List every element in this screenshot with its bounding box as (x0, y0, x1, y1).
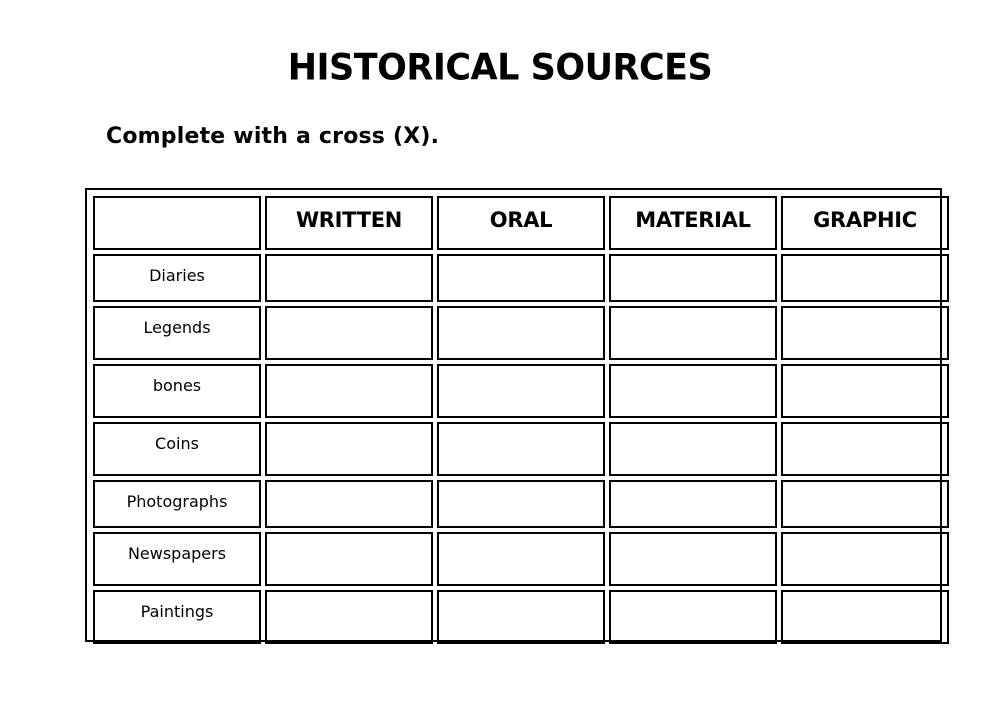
table-row (93, 364, 949, 418)
sources-table (89, 192, 953, 648)
answer-cell[interactable] (609, 422, 777, 476)
row-label-bones: bones (93, 364, 261, 418)
column-header-graphic: GRAPHIC (781, 196, 949, 250)
answer-cell[interactable] (781, 532, 949, 586)
answer-cell[interactable] (609, 532, 777, 586)
answer-cell[interactable] (265, 532, 433, 586)
answer-cell[interactable] (437, 422, 605, 476)
answer-cell[interactable] (609, 306, 777, 360)
answer-cell[interactable] (437, 306, 605, 360)
answer-cell[interactable] (781, 590, 949, 644)
answer-cell[interactable] (265, 480, 433, 528)
answer-cell[interactable] (437, 254, 605, 302)
answer-cell[interactable] (781, 422, 949, 476)
answer-cell[interactable] (781, 364, 949, 418)
table-row (93, 306, 949, 360)
column-header-material: MATERIAL (609, 196, 777, 250)
table-row (93, 254, 949, 302)
answer-cell[interactable] (265, 254, 433, 302)
table-row (93, 590, 949, 644)
sources-table-frame (85, 188, 942, 642)
answer-cell[interactable] (609, 590, 777, 644)
answer-cell[interactable] (437, 532, 605, 586)
table-row (93, 532, 949, 586)
answer-cell[interactable] (437, 590, 605, 644)
row-label-paintings: Paintings (93, 590, 261, 644)
answer-cell[interactable] (437, 480, 605, 528)
answer-cell[interactable] (781, 254, 949, 302)
corner-cell (93, 196, 261, 250)
answer-cell[interactable] (265, 364, 433, 418)
answer-cell[interactable] (265, 306, 433, 360)
table-row (93, 480, 949, 528)
answer-cell[interactable] (609, 480, 777, 528)
row-label-newspapers: Newspapers (93, 532, 261, 586)
answer-cell[interactable] (437, 364, 605, 418)
answer-cell[interactable] (781, 480, 949, 528)
row-label-photographs: Photographs (93, 480, 261, 528)
row-label-coins: Coins (93, 422, 261, 476)
row-label-diaries: Diaries (93, 254, 261, 302)
answer-cell[interactable] (781, 306, 949, 360)
answer-cell[interactable] (265, 590, 433, 644)
table-header-row (93, 196, 949, 250)
worksheet-title: HISTORICAL SOURCES (287, 47, 713, 89)
column-header-oral: ORAL (437, 196, 605, 250)
column-header-written: WRITTEN (265, 196, 433, 250)
instruction-text: Complete with a cross (X). (106, 124, 440, 149)
answer-cell[interactable] (265, 422, 433, 476)
table-row (93, 422, 949, 476)
answer-cell[interactable] (609, 254, 777, 302)
answer-cell[interactable] (609, 364, 777, 418)
row-label-legends: Legends (93, 306, 261, 360)
